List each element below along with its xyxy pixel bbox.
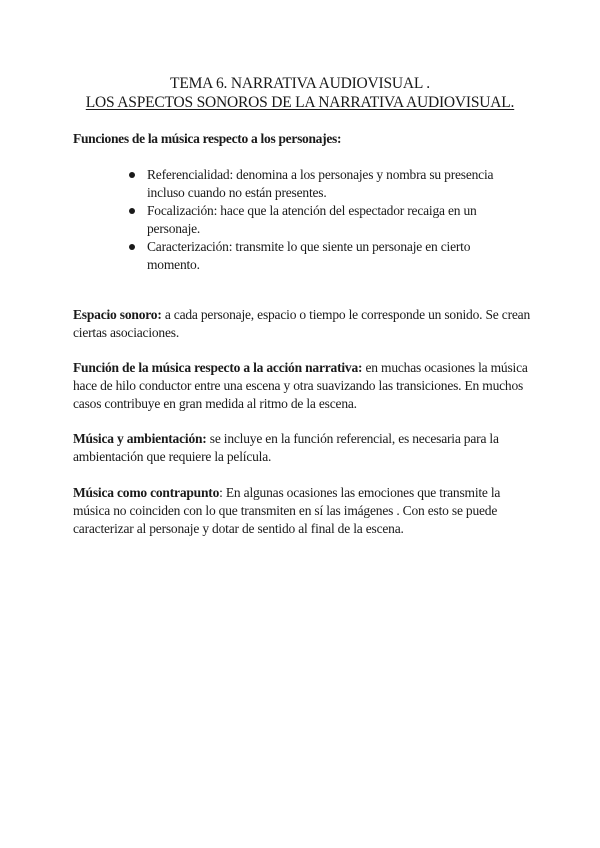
- list-item: [126, 238, 526, 274]
- paragraph-accion-narrativa: [73, 359, 533, 413]
- bullet-dot-icon: [129, 172, 135, 178]
- list-item-text: Focalización: hace que la atención del espectador recaiga en un personaje.: [147, 203, 477, 236]
- paragraph-text: : En algunas ocasiones las emociones que transmite la música no coinciden con lo que transmiten en sí las imágenes . Con esto se puede caracterizar al personaje y dotar de sentido al final de la escena.: [73, 484, 501, 536]
- paragraph-contrapunto: [73, 484, 533, 538]
- paragraph-term: Música y ambientación:: [73, 430, 207, 446]
- paragraph-term: Espacio sonoro:: [73, 306, 162, 322]
- paragraph-term: Función de la música respecto a la acción narrativa:: [73, 359, 363, 375]
- bullet-list: [126, 166, 526, 274]
- paragraph-text: en muchas ocasiones la música hace de hilo conductor entre una escena y otra suavizando las transiciones. En muchos casos contribuye en gran medida al ritmo de la escena.: [73, 359, 528, 411]
- list-item-text: Caracterización: transmite lo que siente un personaje en cierto momento.: [147, 239, 471, 272]
- section-heading-personajes: Funciones de la música respecto a los personajes:: [73, 131, 342, 146]
- bullet-dot-icon: [129, 244, 135, 250]
- paragraph-espacio-sonoro: [73, 306, 533, 342]
- title-line-1: TEMA 6. NARRATIVA AUDIOVISUAL .: [170, 75, 430, 92]
- title-line-2: LOS ASPECTOS SONOROS DE LA NARRATIVA AUDIOVISUAL.: [85, 94, 515, 111]
- paragraph-text: se incluye en la función referencial, es necesaria para la ambientación que requiere la película.: [73, 430, 499, 464]
- list-item: [126, 166, 526, 202]
- document-title: [0, 74, 600, 112]
- paragraph-term: Música como contrapunto: [73, 484, 220, 500]
- paragraph-ambientacion: [73, 430, 533, 466]
- paragraph-text: a cada personaje, espacio o tiempo le corresponde un sonido. Se crean ciertas asociaciones.: [73, 306, 530, 340]
- list-item: [126, 202, 526, 238]
- list-item-text: Referencialidad: denomina a los personajes y nombra su presencia incluso cuando no están presentes.: [147, 167, 494, 200]
- bullet-dot-icon: [129, 208, 135, 214]
